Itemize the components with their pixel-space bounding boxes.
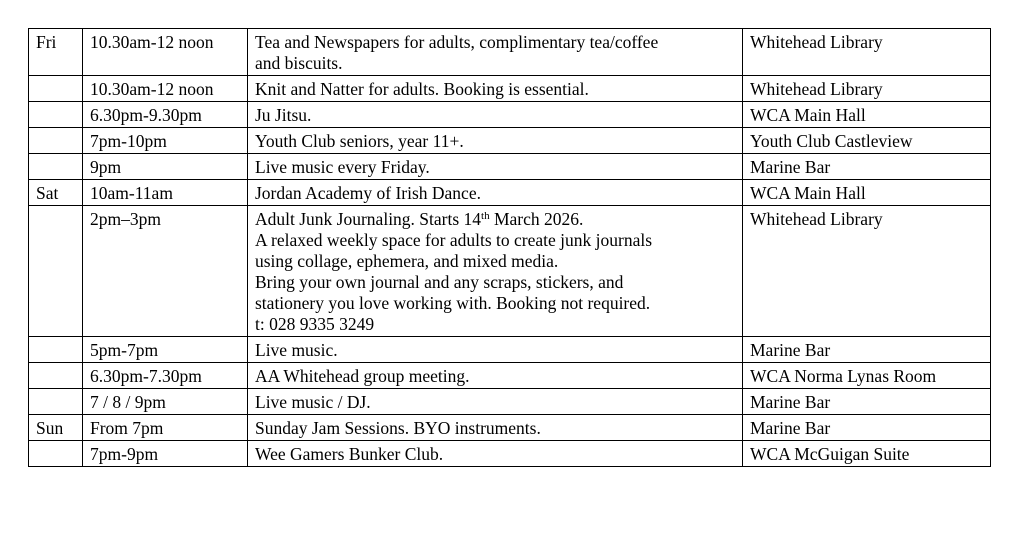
table-row — [29, 389, 991, 415]
description-cell — [248, 102, 743, 128]
time-cell: From 7pm — [83, 415, 248, 441]
description-text: March 2026. — [489, 209, 584, 229]
time-cell: 5pm-7pm — [83, 337, 248, 363]
description-line: stationery you love working with. Booking not required. — [255, 293, 651, 313]
day-cell — [29, 363, 83, 389]
description-line: Ju Jitsu. — [255, 105, 312, 125]
description-line: Live music every Friday. — [255, 157, 430, 177]
description-cell — [248, 415, 743, 441]
table-row — [29, 441, 991, 467]
day-cell — [29, 206, 83, 337]
venue-cell: Whitehead Library — [743, 29, 991, 76]
description-line: Sunday Jam Sessions. BYO instruments. — [255, 418, 541, 438]
venue-cell: Youth Club Castleview — [743, 128, 991, 154]
table-row — [29, 102, 991, 128]
time-cell: 7pm-10pm — [83, 128, 248, 154]
table-row — [29, 29, 991, 76]
table-row — [29, 180, 991, 206]
day-cell: Sat — [29, 180, 83, 206]
venue-cell: Marine Bar — [743, 389, 991, 415]
venue-cell: Whitehead Library — [743, 76, 991, 102]
venue-cell: WCA Main Hall — [743, 102, 991, 128]
time-cell: 10am-11am — [83, 180, 248, 206]
time-cell: 6.30pm-7.30pm — [83, 363, 248, 389]
description-line: Knit and Natter for adults. Booking is essential. — [255, 79, 589, 99]
description-line: Youth Club seniors, year 11+. — [255, 131, 464, 151]
description-cell — [248, 206, 743, 337]
description-cell — [248, 128, 743, 154]
table-row — [29, 128, 991, 154]
venue-cell: Marine Bar — [743, 415, 991, 441]
table-row — [29, 363, 991, 389]
description-line: Bring your own journal and any scraps, stickers, and — [255, 272, 624, 292]
day-cell: Sun — [29, 415, 83, 441]
description-line: Jordan Academy of Irish Dance. — [255, 183, 481, 203]
time-cell: 6.30pm-9.30pm — [83, 102, 248, 128]
table-row — [29, 206, 991, 337]
venue-cell: WCA Norma Lynas Room — [743, 363, 991, 389]
description-line: A relaxed weekly space for adults to create junk journals — [255, 230, 653, 250]
venue-cell: Marine Bar — [743, 337, 991, 363]
day-cell — [29, 441, 83, 467]
table-row — [29, 154, 991, 180]
phone-number: t: 028 9335 3249 — [255, 314, 375, 334]
description-cell — [248, 180, 743, 206]
day-cell — [29, 154, 83, 180]
description-cell — [248, 389, 743, 415]
description-text: Adult Junk Journaling. Starts 14 — [255, 209, 482, 229]
table-row — [29, 415, 991, 441]
time-cell: 7 / 8 / 9pm — [83, 389, 248, 415]
description-line: Tea and Newspapers for adults, complimentary tea/coffee — [255, 32, 659, 52]
venue-cell: Marine Bar — [743, 154, 991, 180]
description-line — [255, 209, 735, 230]
day-cell — [29, 337, 83, 363]
description-line: AA Whitehead group meeting. — [255, 366, 470, 386]
time-cell: 7pm-9pm — [83, 441, 248, 467]
events-schedule-table — [28, 28, 991, 467]
ordinal-suffix: th — [481, 210, 490, 222]
description-cell — [248, 337, 743, 363]
description-line: Live music / DJ. — [255, 392, 371, 412]
description-cell — [248, 154, 743, 180]
description-line: Wee Gamers Bunker Club. — [255, 444, 444, 464]
table-row — [29, 337, 991, 363]
venue-cell: WCA Main Hall — [743, 180, 991, 206]
day-cell — [29, 128, 83, 154]
time-cell: 10.30am-12 noon — [83, 29, 248, 76]
venue-cell: WCA McGuigan Suite — [743, 441, 991, 467]
day-cell — [29, 389, 83, 415]
description-line: and biscuits. — [255, 53, 343, 73]
time-cell: 10.30am-12 noon — [83, 76, 248, 102]
description-cell — [248, 441, 743, 467]
day-cell — [29, 76, 83, 102]
description-line: using collage, ephemera, and mixed media. — [255, 251, 559, 271]
day-cell — [29, 102, 83, 128]
venue-cell: Whitehead Library — [743, 206, 991, 337]
description-cell — [248, 363, 743, 389]
time-cell: 2pm–3pm — [83, 206, 248, 337]
time-cell: 9pm — [83, 154, 248, 180]
table-row — [29, 76, 991, 102]
description-cell — [248, 29, 743, 76]
description-cell — [248, 76, 743, 102]
description-line: Live music. — [255, 340, 338, 360]
day-cell: Fri — [29, 29, 83, 76]
